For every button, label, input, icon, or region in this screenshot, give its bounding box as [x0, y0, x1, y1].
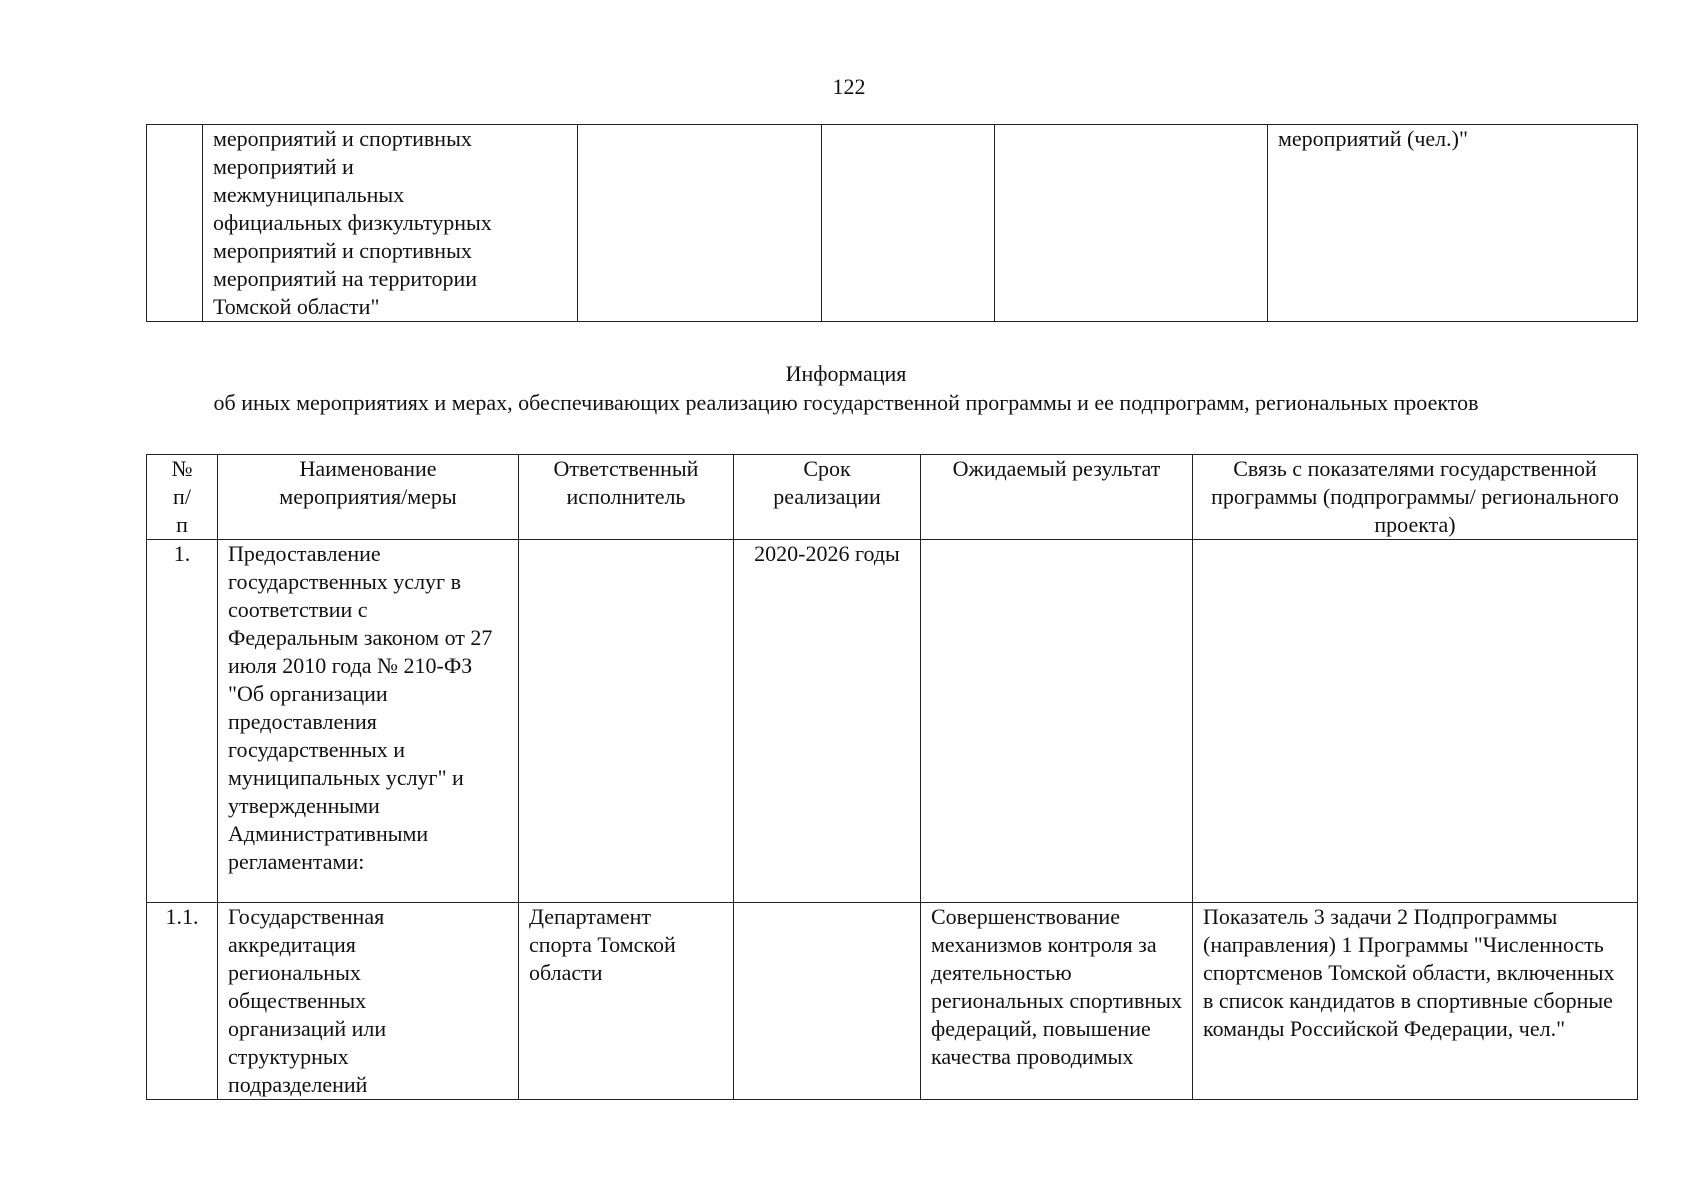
- header-result: Ожидаемый результат: [921, 455, 1193, 540]
- table-row: [147, 540, 1638, 903]
- table-row: [147, 903, 1638, 1100]
- cell-num: [147, 125, 203, 322]
- row-num: 1.: [147, 540, 218, 903]
- page-number: 122: [832, 74, 866, 99]
- continued-table: [146, 124, 1638, 322]
- cell-term: [822, 125, 995, 322]
- cell-name: мероприятий и спортивных мероприятий и межмуниципальных официальных физкультурных мероприятий и спортивных мероприятий на территории Томской области": [203, 125, 578, 322]
- row-executor: [519, 540, 734, 903]
- header-num: № п/п: [147, 455, 218, 540]
- section-subtitle: об иных мероприятиях и мерах, обеспечивающих реализацию государственной программы и ее подпрограмм, региональных проектов: [213, 390, 1479, 415]
- row-term: 2020-2026 годы: [734, 540, 921, 903]
- table-header-row: [147, 455, 1638, 540]
- cell-executor: [578, 125, 822, 322]
- row-term: [734, 903, 921, 1100]
- cell-indicator: мероприятий (чел.)": [1268, 125, 1638, 322]
- measures-table: [146, 454, 1638, 1100]
- section-title: Информация: [785, 361, 907, 386]
- header-term: Срок реализации: [734, 455, 921, 540]
- table-row: [147, 125, 1638, 322]
- row-name: Государственная аккредитация региональных общественных организаций или структурных подразделений: [218, 903, 519, 1100]
- row-link: [1193, 540, 1638, 903]
- row-result: Совершенствование механизмов контроля за деятельностью региональных спортивных федераций, повышение качества проводимых: [921, 903, 1193, 1100]
- row-name: Предоставление государственных услуг в соответствии с Федеральным законом от 27 июля 2010 года № 210-ФЗ "Об организации предоставления государственных и муниципальных услуг" и утвержденными Административными регламентами:: [218, 540, 519, 903]
- header-link: Связь с показателями государственной программы (подпрограммы/ регионального проекта): [1193, 455, 1638, 540]
- row-result: [921, 540, 1193, 903]
- header-name: Наименование мероприятия/меры: [218, 455, 519, 540]
- row-executor: Департамент спорта Томской области: [519, 903, 734, 1100]
- header-executor: Ответственный исполнитель: [519, 455, 734, 540]
- row-link: Показатель 3 задачи 2 Подпрограммы (направления) 1 Программы "Численность спортсменов Томской области, включенных в список кандидатов в спортивные сборные команды Российской Федерации, чел.": [1193, 903, 1638, 1100]
- cell-result: [995, 125, 1268, 322]
- row-num: 1.1.: [147, 903, 218, 1100]
